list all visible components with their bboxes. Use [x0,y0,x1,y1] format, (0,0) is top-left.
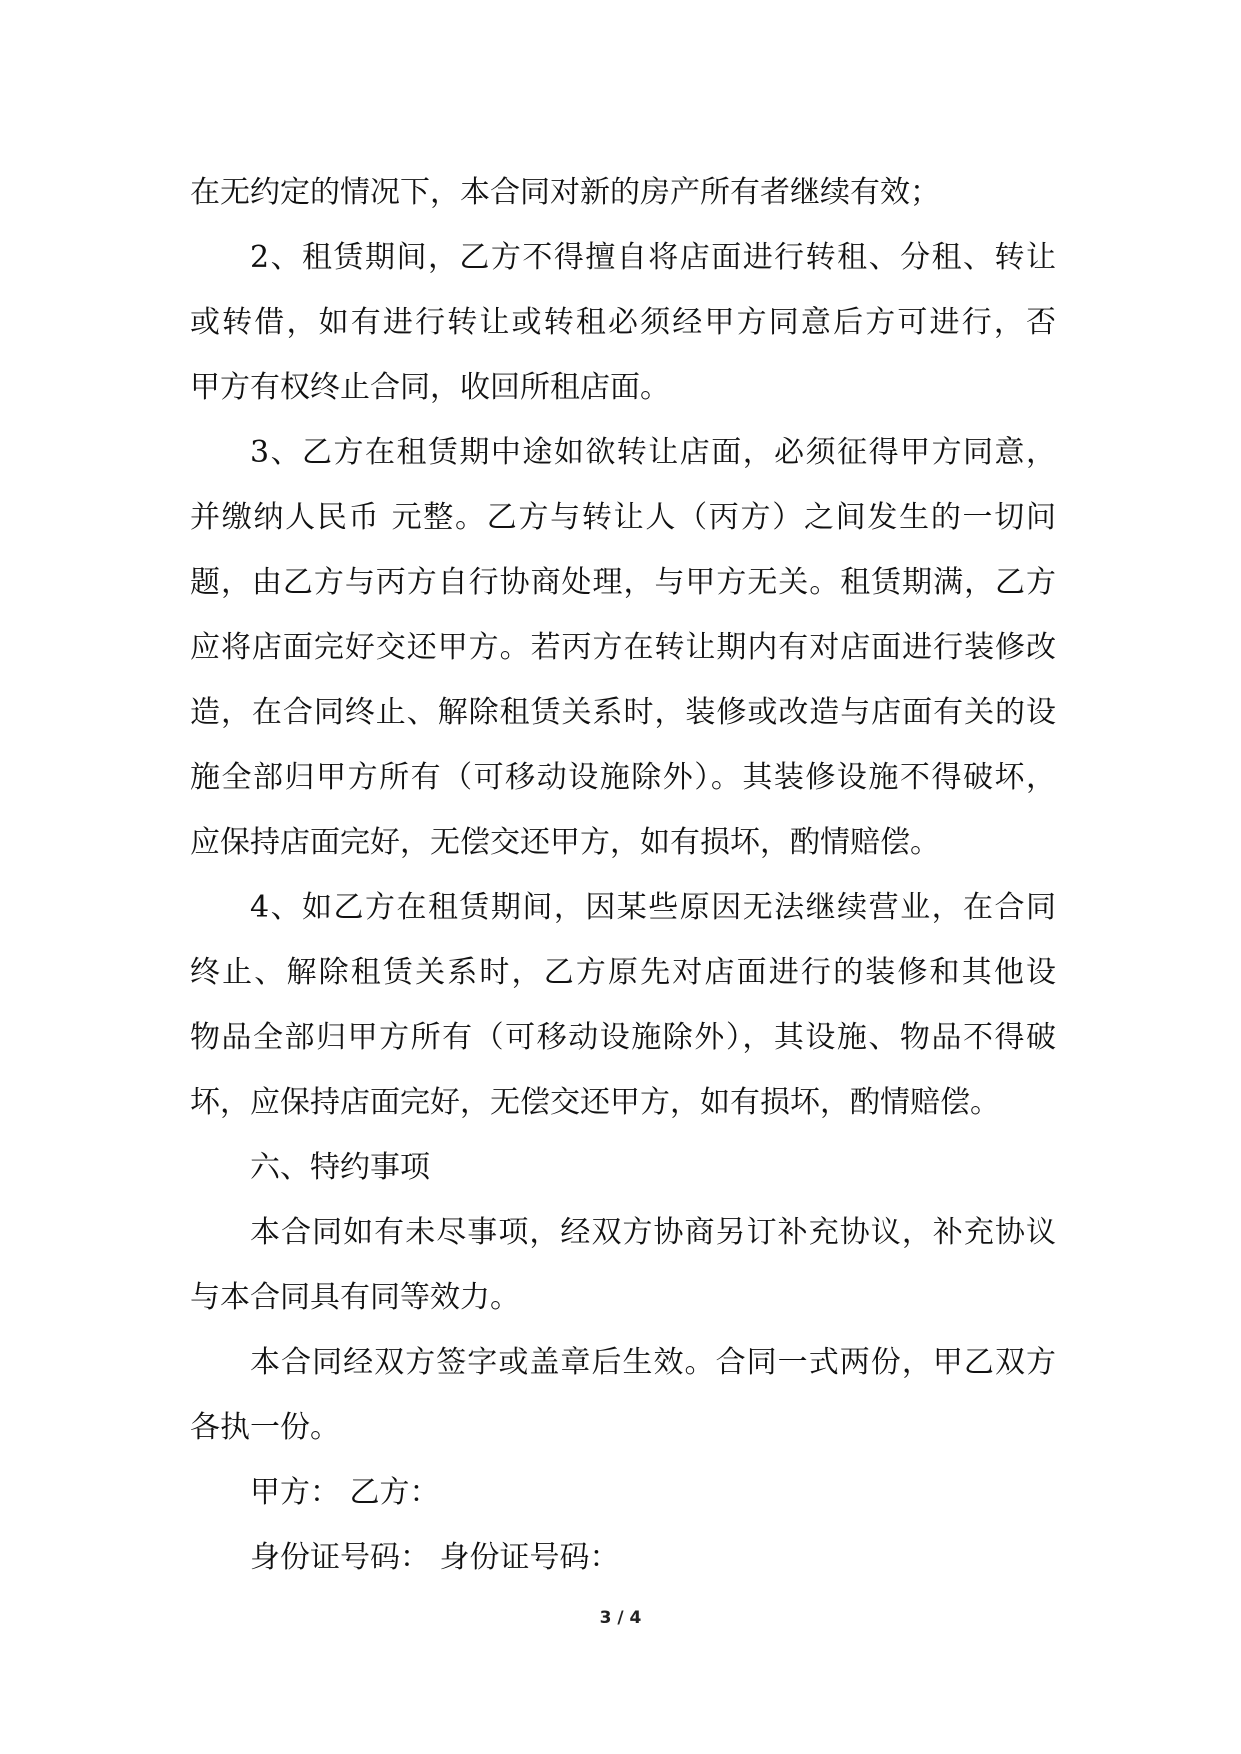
text-line [190,810,1056,875]
text-line-content: 甲方： 乙方： [250,1475,440,1510]
contract-body [190,160,1056,1590]
text-line-content: 与本合同具有同等效力。 [190,1280,520,1315]
text-line-content: 2、租赁期间，乙方不得擅自将店面进行转租、分租、转让 [250,240,1056,275]
text-line [190,1070,1056,1135]
text-line-content: 应将店面完好交还甲方。若丙方在转让期内有对店面进行装修改 [190,630,1056,665]
text-line [190,1200,1056,1265]
text-line-content: 甲方有权终止合同，收回所租店面。 [190,370,670,405]
text-line [190,1135,1056,1200]
text-line-content: 题，由乙方与丙方自行协商处理，与甲方无关。租赁期满，乙方 [190,565,1056,600]
text-line-content: 并缴纳人民币 元整。乙方与转让人（丙方）之间发生的一切问 [190,500,1056,535]
text-line [190,550,1056,615]
text-line [190,745,1056,810]
text-line-content: 坏，应保持店面完好，无偿交还甲方，如有损坏，酌情赔偿。 [190,1085,1000,1120]
text-line-content: 或转借，如有进行转让或转租必须经甲方同意后方可进行，否 [190,305,1056,340]
text-line-content: 施全部归甲方所有（可移动设施除外）。其装修设施不得破坏， [190,760,1056,795]
page-number: 3 / 4 [599,1608,642,1628]
text-line [190,1395,1056,1460]
text-line [190,1265,1056,1330]
text-line-content: 六、特约事项 [250,1150,430,1185]
text-line-content: 在无约定的情况下，本合同对新的房产所有者继续有效； [190,175,940,210]
text-line [190,875,1056,940]
text-line-content: 3、乙方在租赁期中途如欲转让店面，必须征得甲方同意， [250,435,1056,470]
text-line-content: 各执一份。 [190,1410,340,1445]
text-line [190,160,1056,225]
text-line [190,1525,1056,1590]
text-line-content: 物品全部归甲方所有（可移动设施除外），其设施、物品不得破 [190,1020,1056,1055]
text-line-content: 本合同经双方签字或盖章后生效。合同一式两份，甲乙双方 [250,1345,1056,1380]
text-line-content: 造，在合同终止、解除租赁关系时，装修或改造与店面有关的设 [190,695,1056,730]
text-line-content: 应保持店面完好，无偿交还甲方，如有损坏，酌情赔偿。 [190,825,940,860]
text-line [190,1005,1056,1070]
text-line-content: 本合同如有未尽事项，经双方协商另订补充协议，补充协议 [250,1215,1056,1250]
text-line-content: 终止、解除租赁关系时，乙方原先对店面进行的装修和其他设 [190,955,1056,990]
text-line [190,940,1056,1005]
text-line [190,1330,1056,1395]
text-line [190,485,1056,550]
text-line [190,355,1056,420]
text-line [190,1460,1056,1525]
text-line [190,615,1056,680]
text-line [190,680,1056,745]
text-line-content: 4、如乙方在租赁期间，因某些原因无法继续营业，在合同 [250,890,1056,925]
text-line [190,290,1056,355]
text-line [190,225,1056,290]
text-line-content: 身份证号码： 身份证号码： [250,1540,620,1575]
text-line [190,420,1056,485]
